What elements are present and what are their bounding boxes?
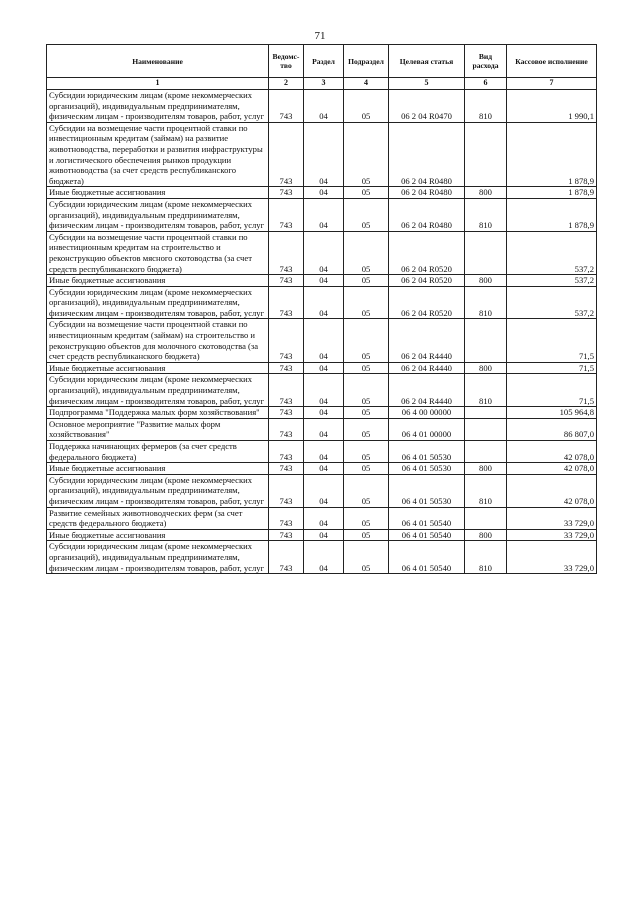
column-number-row: [47, 78, 597, 90]
row-name: Субсидии юридическим лицам (кроме некоммерческих организаций), индивидуальным предпринимателям, физическим лицам - производителям товаров, работ, услуг: [47, 374, 269, 407]
row-razdel: 04: [304, 441, 344, 463]
row-name: Субсидии юридическим лицам (кроме некоммерческих организаций), индивидуальным предпринимателям, физическим лицам - производителям товаров, работ, услуг: [47, 286, 269, 319]
row-target-article: 06 2 04 R0480: [389, 122, 465, 187]
row-podrazdel: 05: [344, 507, 389, 529]
row-target-article: 06 2 04 R4440: [389, 362, 465, 374]
column-number: 2: [269, 78, 304, 90]
row-vedomstvo: 743: [269, 407, 304, 419]
row-razdel: 04: [304, 122, 344, 187]
table-body: [47, 90, 597, 574]
row-razdel: 04: [304, 507, 344, 529]
table-row: [47, 374, 597, 407]
row-expense-type: [465, 418, 507, 440]
table-row: [47, 187, 597, 199]
row-target-article: 06 4 01 50530: [389, 463, 465, 475]
row-razdel: 04: [304, 418, 344, 440]
row-amount: 71,5: [507, 362, 597, 374]
row-target-article: 06 2 04 R0520: [389, 286, 465, 319]
header-name: Наименование: [47, 45, 269, 78]
row-vedomstvo: 743: [269, 463, 304, 475]
row-name: Иные бюджетные ассигнования: [47, 187, 269, 199]
row-vedomstvo: 743: [269, 90, 304, 123]
row-target-article: 06 2 04 R0520: [389, 275, 465, 287]
row-vedomstvo: 743: [269, 507, 304, 529]
row-target-article: 06 2 04 R4440: [389, 319, 465, 362]
row-target-article: 06 2 04 R0470: [389, 90, 465, 123]
row-target-article: 06 4 01 50530: [389, 474, 465, 507]
row-name: Субсидии юридическим лицам (кроме некоммерческих организаций), индивидуальным предпринимателям, физическим лицам - производителям товаров, работ, услуг: [47, 90, 269, 123]
row-amount: 33 729,0: [507, 529, 597, 541]
row-podrazdel: 05: [344, 275, 389, 287]
row-target-article: 06 2 04 R0520: [389, 231, 465, 274]
header-expense-type: Вид расхода: [465, 45, 507, 78]
row-podrazdel: 05: [344, 122, 389, 187]
row-target-article: 06 4 01 50540: [389, 507, 465, 529]
row-podrazdel: 05: [344, 187, 389, 199]
row-razdel: 04: [304, 286, 344, 319]
row-expense-type: [465, 122, 507, 187]
row-razdel: 04: [304, 374, 344, 407]
row-vedomstvo: 743: [269, 374, 304, 407]
column-number: 5: [389, 78, 465, 90]
header-target-article: Целевая статья: [389, 45, 465, 78]
header-podrazdel: Подраздел: [344, 45, 389, 78]
table-row: [47, 362, 597, 374]
row-name: Развитие семейных животноводческих ферм (за счет средств федерального бюджета): [47, 507, 269, 529]
row-name: Субсидии юридическим лицам (кроме некоммерческих организаций), индивидуальным предпринимателям, физическим лицам - производителям товаров, работ, услуг: [47, 198, 269, 231]
row-amount: 33 729,0: [507, 541, 597, 574]
row-podrazdel: 05: [344, 529, 389, 541]
header-cash-execution: Кассовое исполнение: [507, 45, 597, 78]
row-vedomstvo: 743: [269, 122, 304, 187]
table-row: [47, 529, 597, 541]
row-name: Поддержка начинающих фермеров (за счет средств федерального бюджета): [47, 441, 269, 463]
row-amount: 86 807,0: [507, 418, 597, 440]
row-amount: 42 078,0: [507, 441, 597, 463]
row-expense-type: [465, 441, 507, 463]
row-expense-type: [465, 407, 507, 419]
table-row: [47, 441, 597, 463]
row-amount: 1 878,9: [507, 187, 597, 199]
header-vedomstvo: Ведомс-тво: [269, 45, 304, 78]
row-razdel: 04: [304, 90, 344, 123]
row-name: Субсидии на возмещение части процентной ставки по инвестиционным кредитам (займам) на строительство и реконструкцию объектов для молочного скотоводства (за счет средств республиканского бюджета): [47, 319, 269, 362]
row-vedomstvo: 743: [269, 275, 304, 287]
row-name: Иные бюджетные ассигнования: [47, 529, 269, 541]
table-row: [47, 463, 597, 475]
row-podrazdel: 05: [344, 441, 389, 463]
table-row: [47, 541, 597, 574]
row-vedomstvo: 743: [269, 529, 304, 541]
row-amount: 537,2: [507, 286, 597, 319]
row-name: Субсидии юридическим лицам (кроме некоммерческих организаций), индивидуальным предпринимателям, физическим лицам - производителям товаров, работ, услуг: [47, 541, 269, 574]
column-number: 4: [344, 78, 389, 90]
row-vedomstvo: 743: [269, 319, 304, 362]
row-name: Субсидии на возмещение части процентной ставки по инвестиционным кредитам на строительство и реконструкцию объектов мясного скотоводства (за счет средств республиканского бюджета): [47, 231, 269, 274]
row-amount: 42 078,0: [507, 474, 597, 507]
header-razdel: Раздел: [304, 45, 344, 78]
table-row: [47, 286, 597, 319]
row-vedomstvo: 743: [269, 198, 304, 231]
budget-table: [46, 44, 597, 574]
page-number: 71: [314, 30, 326, 42]
row-amount: 71,5: [507, 374, 597, 407]
row-vedomstvo: 743: [269, 541, 304, 574]
row-expense-type: [465, 231, 507, 274]
row-expense-type: 800: [465, 187, 507, 199]
row-razdel: 04: [304, 187, 344, 199]
row-podrazdel: 05: [344, 286, 389, 319]
row-target-article: 06 2 04 R0480: [389, 187, 465, 199]
row-razdel: 04: [304, 198, 344, 231]
row-expense-type: 810: [465, 541, 507, 574]
row-vedomstvo: 743: [269, 362, 304, 374]
column-number: 7: [507, 78, 597, 90]
row-razdel: 04: [304, 231, 344, 274]
row-amount: 33 729,0: [507, 507, 597, 529]
table-row: [47, 275, 597, 287]
row-target-article: 06 4 01 50540: [389, 541, 465, 574]
row-name: Иные бюджетные ассигнования: [47, 362, 269, 374]
row-vedomstvo: 743: [269, 187, 304, 199]
row-podrazdel: 05: [344, 319, 389, 362]
table-row: [47, 418, 597, 440]
row-podrazdel: 05: [344, 418, 389, 440]
row-target-article: 06 4 00 00000: [389, 407, 465, 419]
row-target-article: 06 2 04 R4440: [389, 374, 465, 407]
row-razdel: 04: [304, 407, 344, 419]
row-razdel: 04: [304, 474, 344, 507]
table-row: [47, 90, 597, 123]
row-amount: 1 878,9: [507, 122, 597, 187]
row-name: Субсидии на возмещение части процентной ставки по инвестиционным кредитам (займам) на развитие животноводства, переработки и развития инфраструктуры и логистического обеспечения рынков продукции животноводства (за счет средств республиканского бюджета): [47, 122, 269, 187]
row-amount: 537,2: [507, 275, 597, 287]
row-expense-type: 800: [465, 275, 507, 287]
row-expense-type: 810: [465, 198, 507, 231]
table-row: [47, 407, 597, 419]
row-razdel: 04: [304, 529, 344, 541]
row-name: Подпрограмма "Поддержка малых форм хозяйствования": [47, 407, 269, 419]
row-target-article: 06 4 01 50530: [389, 441, 465, 463]
row-amount: 1 878,9: [507, 198, 597, 231]
row-razdel: 04: [304, 463, 344, 475]
row-expense-type: 810: [465, 474, 507, 507]
row-vedomstvo: 743: [269, 474, 304, 507]
row-target-article: 06 4 01 50540: [389, 529, 465, 541]
row-name: Иные бюджетные ассигнования: [47, 275, 269, 287]
row-amount: 105 964,8: [507, 407, 597, 419]
row-amount: 42 078,0: [507, 463, 597, 475]
row-razdel: 04: [304, 319, 344, 362]
row-amount: 537,2: [507, 231, 597, 274]
row-razdel: 04: [304, 362, 344, 374]
row-podrazdel: 05: [344, 474, 389, 507]
row-expense-type: 800: [465, 362, 507, 374]
header-row: [47, 45, 597, 78]
table-row: [47, 507, 597, 529]
row-expense-type: 800: [465, 529, 507, 541]
column-number: 1: [47, 78, 269, 90]
table-row: [47, 474, 597, 507]
row-vedomstvo: 743: [269, 418, 304, 440]
row-target-article: 06 2 04 R0480: [389, 198, 465, 231]
row-podrazdel: 05: [344, 374, 389, 407]
table-row: [47, 319, 597, 362]
row-razdel: 04: [304, 541, 344, 574]
table-row: [47, 122, 597, 187]
row-vedomstvo: 743: [269, 441, 304, 463]
row-expense-type: 810: [465, 286, 507, 319]
row-expense-type: [465, 319, 507, 362]
row-razdel: 04: [304, 275, 344, 287]
row-podrazdel: 05: [344, 463, 389, 475]
row-vedomstvo: 743: [269, 286, 304, 319]
row-expense-type: 800: [465, 463, 507, 475]
row-podrazdel: 05: [344, 231, 389, 274]
row-podrazdel: 05: [344, 541, 389, 574]
row-amount: 71,5: [507, 319, 597, 362]
row-podrazdel: 05: [344, 198, 389, 231]
row-name: Иные бюджетные ассигнования: [47, 463, 269, 475]
row-name: Субсидии юридическим лицам (кроме некоммерческих организаций), индивидуальным предпринимателям, физическим лицам - производителям товаров, работ, услуг: [47, 474, 269, 507]
table-row: [47, 231, 597, 274]
table-row: [47, 198, 597, 231]
row-podrazdel: 05: [344, 407, 389, 419]
row-podrazdel: 05: [344, 90, 389, 123]
row-expense-type: 810: [465, 90, 507, 123]
column-number: 6: [465, 78, 507, 90]
row-vedomstvo: 743: [269, 231, 304, 274]
row-expense-type: [465, 507, 507, 529]
row-podrazdel: 05: [344, 362, 389, 374]
row-name: Основное мероприятие "Развитие малых форм хозяйствования": [47, 418, 269, 440]
row-target-article: 06 4 01 00000: [389, 418, 465, 440]
column-number: 3: [304, 78, 344, 90]
row-expense-type: 810: [465, 374, 507, 407]
row-amount: 1 990,1: [507, 90, 597, 123]
